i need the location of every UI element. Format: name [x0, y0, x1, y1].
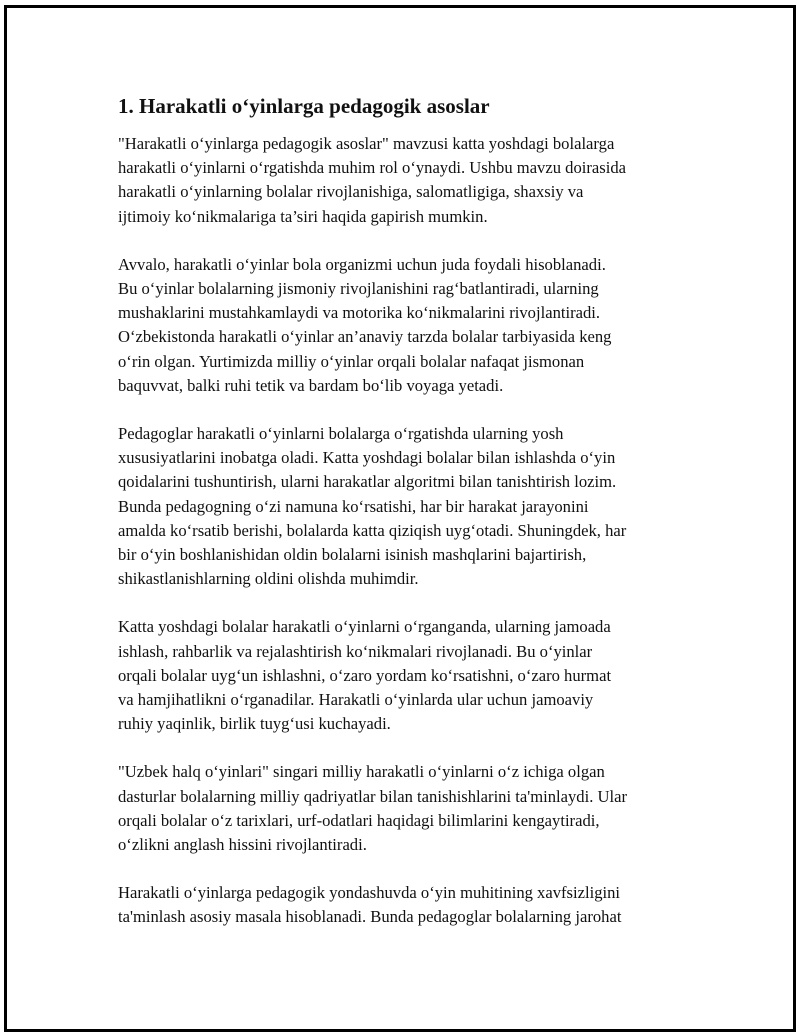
paragraph-benefits: [118, 253, 688, 398]
text-line: ijtimoiy ko‘nikmalariga ta’siri haqida gapirish mumkin.: [118, 206, 488, 226]
text-line: O‘zbekistonda harakatli o‘yinlar an’anaviy tarzda bolalar tarbiyasida keng: [118, 327, 612, 347]
text-line: ta'minlash asosiy masala hisoblanadi. Bunda pedagoglar bolalarning jarohat: [118, 907, 622, 927]
paragraph-intro: [118, 132, 688, 229]
text-line: ruhiy yaqinlik, birlik tuyg‘usi kuchayadi.: [118, 714, 391, 734]
text-line: harakatli o‘yinlarning bolalar rivojlanishiga, salomatligiga, shaxsiy va: [118, 182, 584, 202]
text-line: o‘rin olgan. Yurtimizda milliy o‘yinlar orqali bolalar nafaqat jismonan: [118, 351, 585, 371]
paragraph-pedagogues: [118, 422, 688, 591]
text-line: dasturlar bolalarning milliy qadriyatlar bilan tanishishlarini ta'minlaydi. Ular: [118, 786, 627, 806]
text-line: "Uzbek halq o‘yinlari" singari milliy harakatli o‘yinlarni o‘z ichiga olgan: [118, 762, 605, 782]
text-line: Pedagoglar harakatli o‘yinlarni bolalarga o‘rgatishda ularning yosh: [118, 424, 564, 444]
text-line: Bunda pedagogning o‘zi namuna ko‘rsatishi, har bir harakat jarayonini: [118, 496, 589, 516]
text-line: amalda ko‘rsatib berishi, bolalarda katta qiziqish uyg‘otadi. Shuningdek, har: [118, 520, 627, 540]
text-line: xususiyatlarini inobatga oladi. Katta yoshdagi bolalar bilan ishlashda o‘yin: [118, 448, 616, 468]
text-line: Avvalo, harakatli o‘yinlar bola organizmi uchun juda foydali hisoblanadi.: [118, 254, 606, 274]
section-heading: 1. Harakatli o‘yinlarga pedagogik asoslar: [118, 94, 490, 118]
text-line: shikastlanishlarning oldini olishda muhimdir.: [118, 569, 419, 589]
paragraph-teamwork: [118, 615, 688, 736]
paragraph-safety: [118, 881, 688, 929]
text-line: orqali bolalar uyg‘un ishlashni, o‘zaro yordam ko‘rsatishni, o‘zaro hurmat: [118, 665, 612, 685]
text-line: qoidalarini tushuntirish, ularni harakatlar algoritmi bilan tanishtirish lozim.: [118, 472, 617, 492]
text-line: o‘zlikni anglash hissini rivojlantiradi.: [118, 835, 367, 855]
text-line: orqali bolalar o‘z tarixlari, urf-odatlari haqidagi bilimlarini kengaytiradi,: [118, 810, 600, 830]
text-line: "Harakatli o‘yinlarga pedagogik asoslar" mavzusi katta yoshdagi bolalarga: [118, 134, 615, 153]
paragraph-national-games: [118, 760, 688, 857]
text-line: baquvvat, balki ruhi tetik va bardam bo‘lib voyaga yetadi.: [118, 375, 504, 395]
text-line: bir o‘yin boshlanishidan oldin bolalarni isinish mashqlarini bajartirish,: [118, 545, 587, 565]
text-line: Katta yoshdagi bolalar harakatli o‘yinlarni o‘rganganda, ularning jamoada: [118, 617, 611, 637]
text-line: ishlash, rahbarlik va rejalashtirish ko‘nikmalari rivojlanadi. Bu o‘yinlar: [118, 641, 593, 661]
document-body: [118, 92, 688, 954]
text-line: va hamjihatlikni o‘rganadilar. Harakatli o‘yinlarda ular uchun jamoaviy: [118, 690, 594, 710]
text-line: harakatli o‘yinlarni o‘rgatishda muhim rol o‘ynaydi. Ushbu mavzu doirasida: [118, 158, 626, 178]
text-line: mushaklarini mustahkamlaydi va motorika ko‘nikmalarini rivojlantiradi.: [118, 303, 601, 323]
text-line: Harakatli o‘yinlarga pedagogik yondashuvda o‘yin muhitining xavfsizligini: [118, 883, 621, 903]
text-line: Bu o‘yinlar bolalarning jismoniy rivojlanishini rag‘batlantiradi, ularning: [118, 279, 599, 299]
